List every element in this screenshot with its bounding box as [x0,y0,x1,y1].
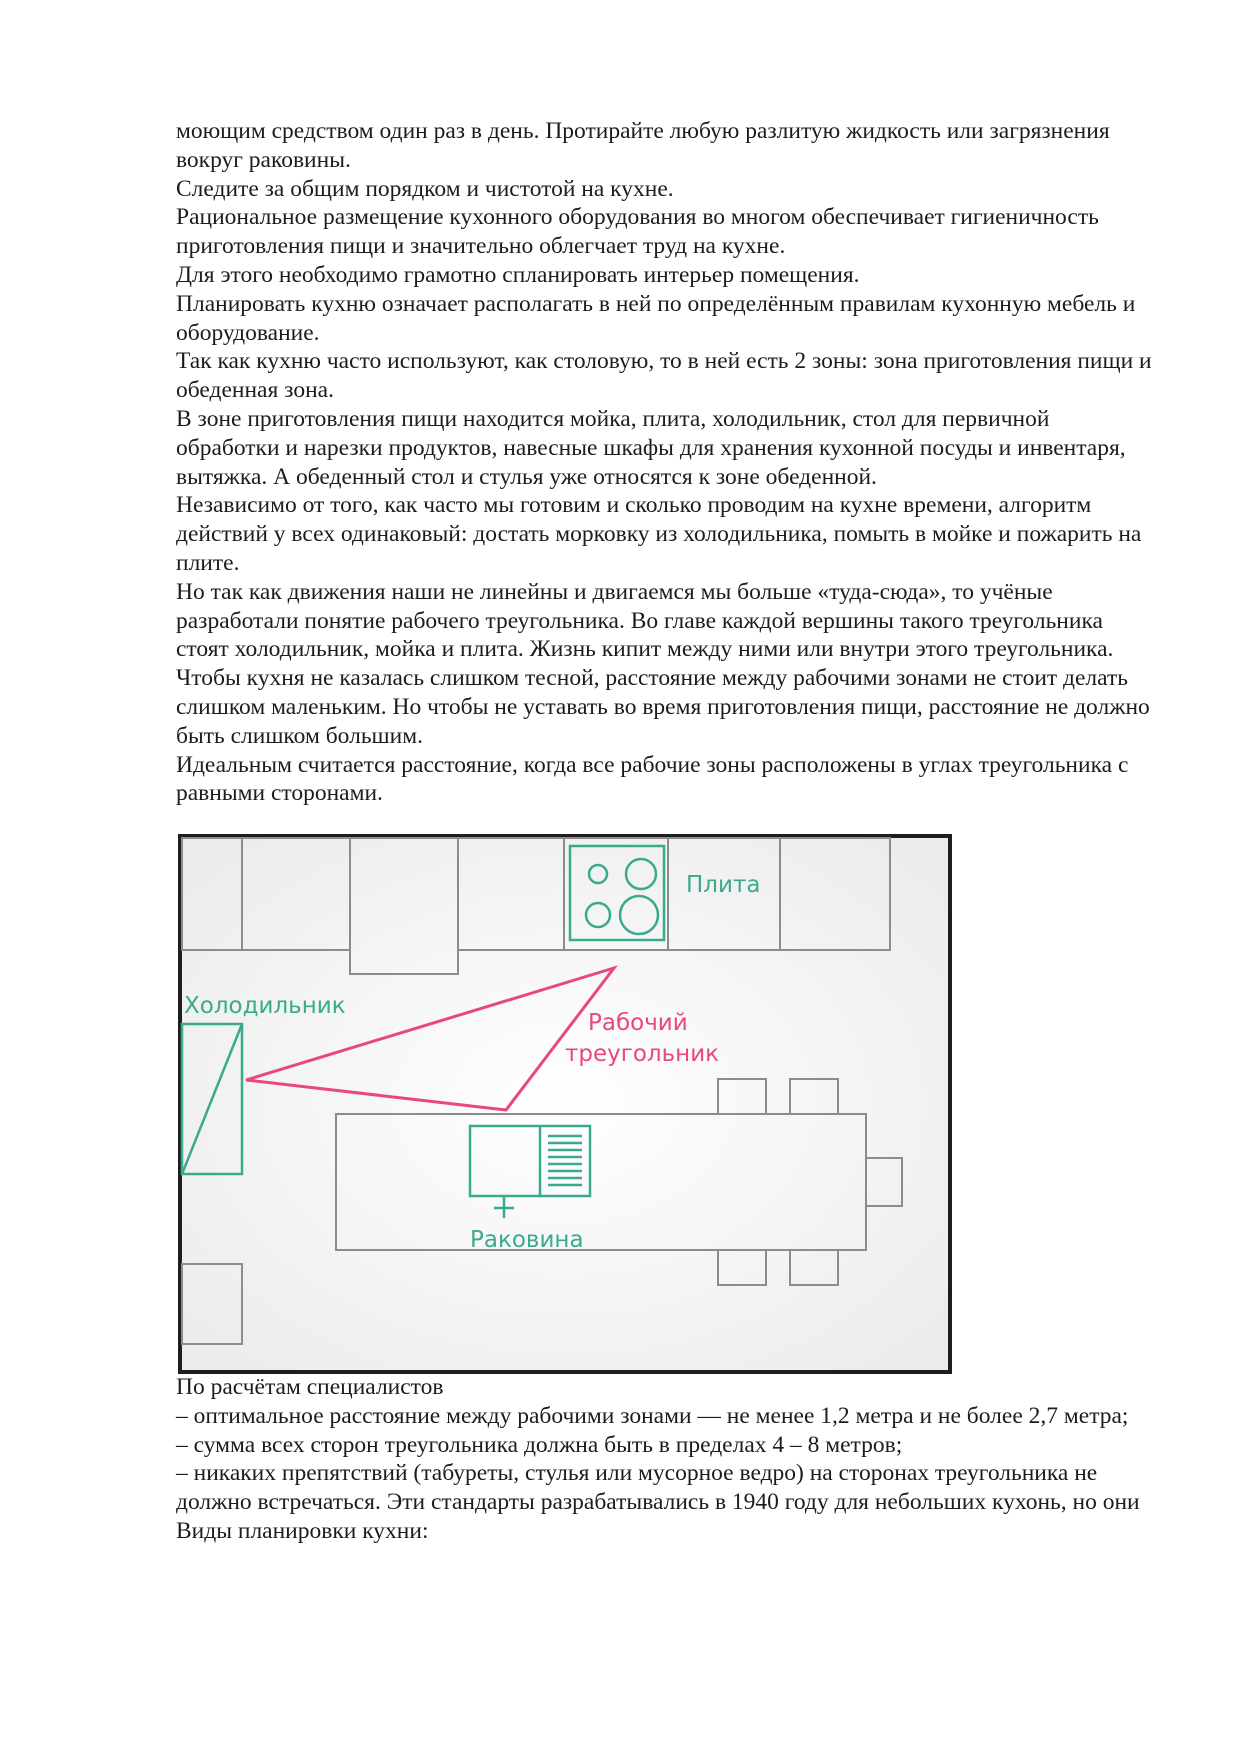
text-block-bottom [176,1373,1156,1546]
paragraph: Идеальным считается расстояние, когда все рабочие зоны расположены в углах треугольника с равными сторонами. [176,751,1129,807]
paragraph: Следите за общим порядком и чистотой на кухне. [176,175,674,202]
paragraph: Так как кухню часто используют, как столовую, то в ней есть 2 зоны: зона приготовления пищи и обеденная зона. [176,348,1152,404]
kitchen-layout-diagram [178,834,952,1374]
triangle-label-line1: Рабочий [588,1010,688,1036]
paragraph: Планировать кухню означает располагать в ней по определённым правилам кухонную мебель и оборудование. [176,290,1136,346]
paragraph: По расчётам специалистов [176,1374,444,1400]
paragraph: Но так как движения наши не линейны и двигаемся мы больше «туда-сюда», то учёные разработали понятие рабочего треугольника. Во главе каждой вершины такого треугольника стоят холодильник, мойка и плита. Жизнь кипит между ними или внутри этого треугольника. [176,578,1114,663]
paragraph: Независимо от того, как часто мы готовим и сколько проводим на кухне времени, алгоритм действий у всех одинаковый: достать морковку из холодильника, помыть в мойке и пожарить на плите. [176,492,1142,576]
sink-label: Раковина [470,1227,584,1253]
triangle-label-line2: треугольник [565,1041,720,1067]
paragraph: – сумма всех сторон треугольника должна быть в пределах 4 – 8 метров; [176,1431,903,1458]
paragraph: Рациональное размещение кухонного оборудования во многом обеспечивает гигиеничность приготовления пищи и значительно облегчает труд на кухне. [176,204,1099,260]
paragraph: моющим средством один раз в день. Протирайте любую разлитую жидкость или загрязнения вокруг раковины. [176,118,1110,173]
stove-label: Плита [686,872,761,898]
text-block-top [176,117,1156,808]
paragraph: – никаких препятствий (табуреты, стулья или мусорное ведро) на сторонах треугольника не должно встречаться. Эти стандарты разрабатывались в 1940 году для небольших кухонь, но они [176,1460,1140,1516]
paragraph: Чтобы кухня не казалась слишком тесной, расстояние между рабочими зонами не стоит делать слишком маленьким. Но чтобы не уставать во время приготовления пищи, расстояние не должно быть слишком большим. [176,665,1150,749]
paragraph: Для этого необходимо грамотно спланировать интерьер помещения. [176,261,860,288]
paragraph: – оптимальное расстояние между рабочими зонами — не менее 1,2 метра и не более 2,7 метра; [176,1402,1129,1429]
fridge-label: Холодильник [184,993,346,1019]
paragraph: Виды планировки кухни: [176,1517,429,1544]
paragraph: В зоне приготовления пищи находится мойка, плита, холодильник, стол для первичной обработки и нарезки продуктов, навесные шкафы для хранения кухонной посуды и инвентаря, вытяжка. А обеденный стол и стулья уже относятся к зоне обеденной. [176,405,1126,490]
